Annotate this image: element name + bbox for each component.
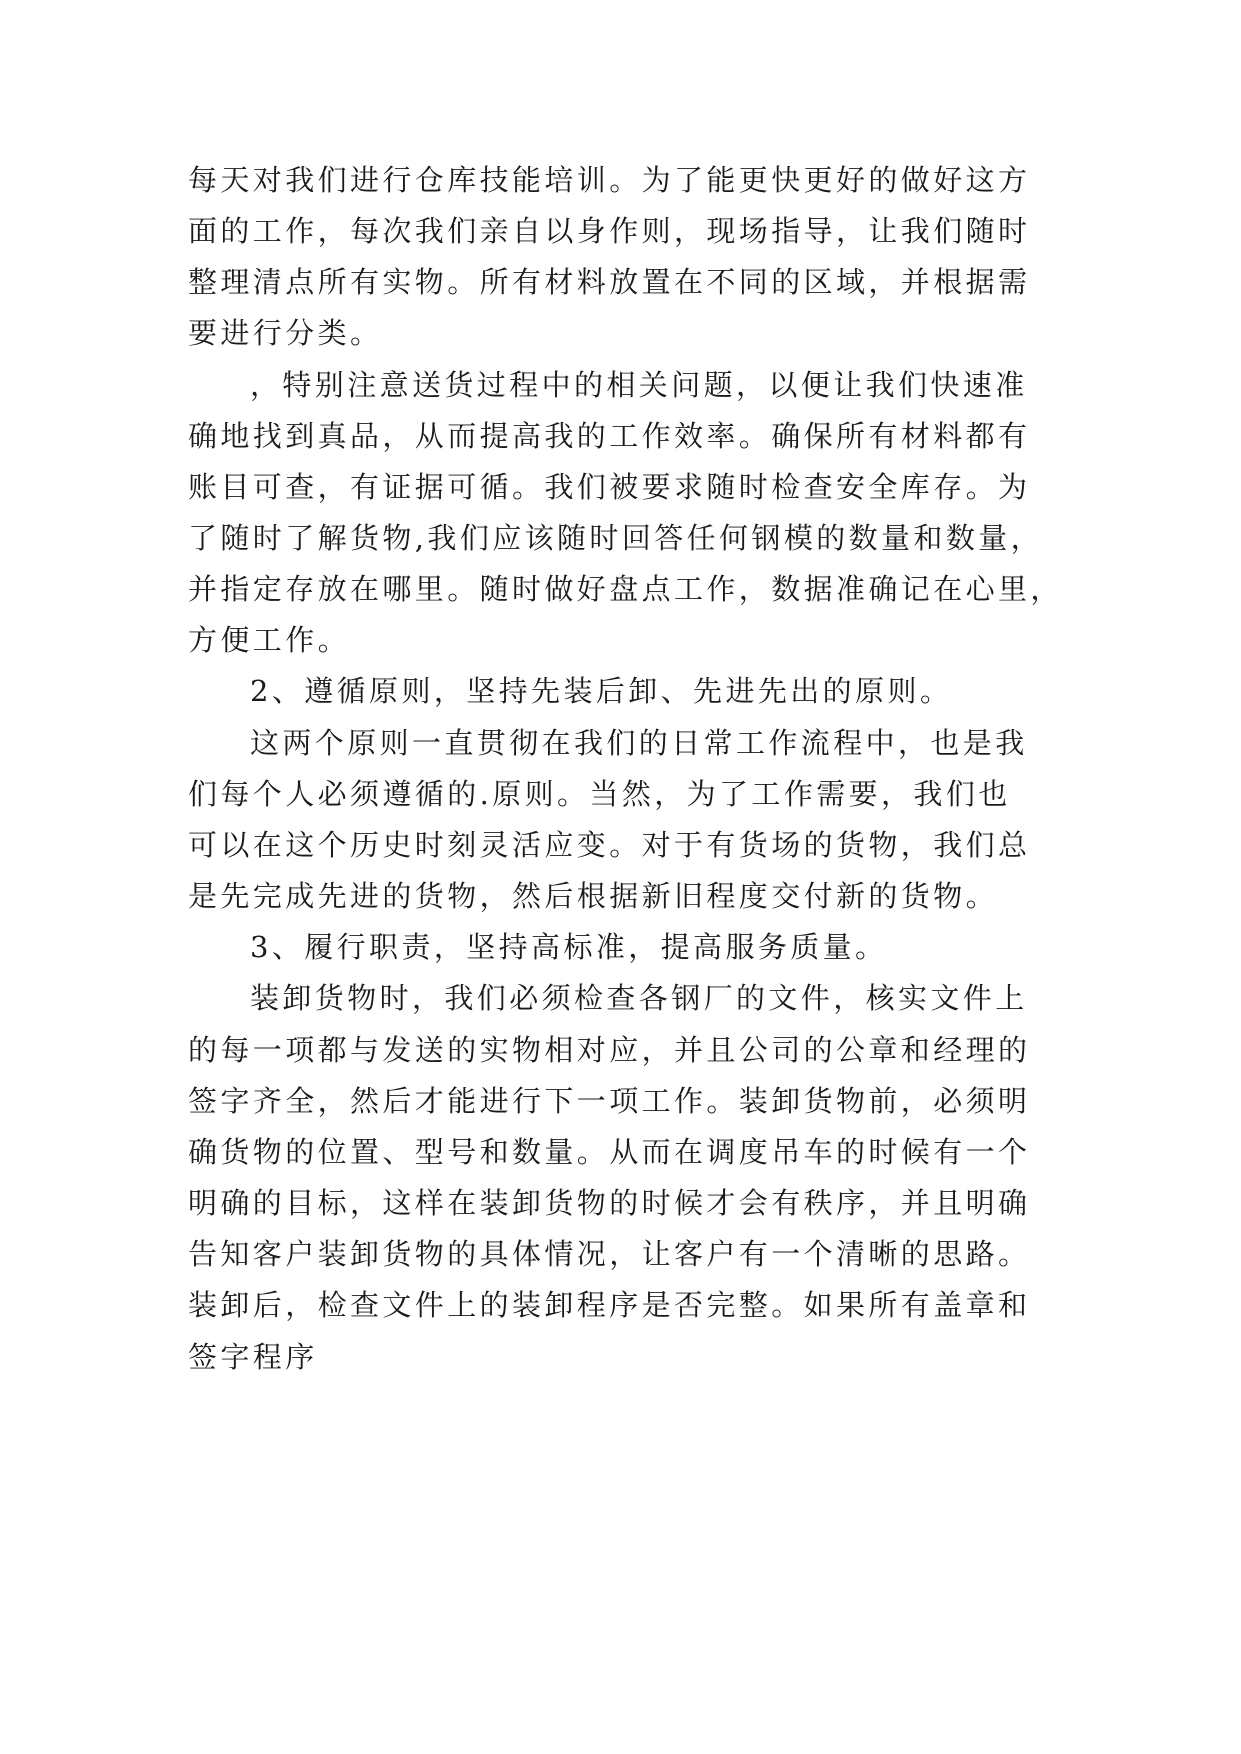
text-line: 们每个人必须遵循的.原则。当然，为了工作需要，我们也: [188, 777, 1011, 811]
text-line: 可以在这个历史时刻灵活应变。对于有货场的货物，我们总: [188, 828, 1031, 862]
text-line: 了随时了解货物,我们应该随时回答任何钢模的数量和数量，: [188, 521, 1044, 555]
text-line: 告知客户装卸货物的具体情况，让客户有一个清晰的思路。: [188, 1237, 1031, 1271]
text-line: 装卸后，检查文件上的装卸程序是否完整。如果所有盖章和: [188, 1288, 1031, 1322]
text-line: 确货物的位置、型号和数量。从而在调度吊车的时候有一个: [188, 1135, 1031, 1169]
text-line: 方便工作。: [188, 623, 351, 657]
text-line: 是先完成先进的货物，然后根据新旧程度交付新的货物。: [188, 879, 999, 913]
text-line: 并指定存放在哪里。随时做好盘点工作，数据准确记在心里，: [188, 572, 1063, 606]
text-line: 账目可查，有证据可循。我们被要求随时检查安全库存。为: [188, 470, 1031, 504]
paragraph-start: ，特别注意送货过程中的相关问题，以便让我们快速准: [250, 368, 1028, 402]
text-line: 签字齐全，然后才能进行下一项工作。装卸货物前，必须明: [188, 1084, 1031, 1118]
text-line: 面的工作，每次我们亲自以身作则，现场指导，让我们随时: [188, 214, 1031, 248]
section-heading: 3、履行职责，坚持高标准，提高服务质量。: [250, 930, 888, 964]
text-line: 确地找到真品，从而提高我的工作效率。确保所有材料都有: [188, 419, 1031, 453]
text-line: 要进行分类。: [188, 316, 383, 350]
text-line: 签字程序: [188, 1340, 318, 1374]
text-line: 每天对我们进行仓库技能培训。为了能更快更好的做好这方: [188, 163, 1031, 197]
text-line: 明确的目标，这样在装卸货物的时候才会有秩序，并且明确: [188, 1186, 1031, 1220]
paragraph-start: 装卸货物时，我们必须检查各钢厂的文件，核实文件上: [250, 981, 1028, 1015]
text-line: 整理清点所有实物。所有材料放置在不同的区域，并根据需: [188, 265, 1031, 299]
section-heading: 2、遵循原则，坚持先装后卸、先进先出的原则。: [250, 674, 953, 708]
paragraph-start: 这两个原则一直贯彻在我们的日常工作流程中，也是我: [250, 726, 1028, 760]
text-line: 的每一项都与发送的实物相对应，并且公司的公章和经理的: [188, 1033, 1031, 1067]
